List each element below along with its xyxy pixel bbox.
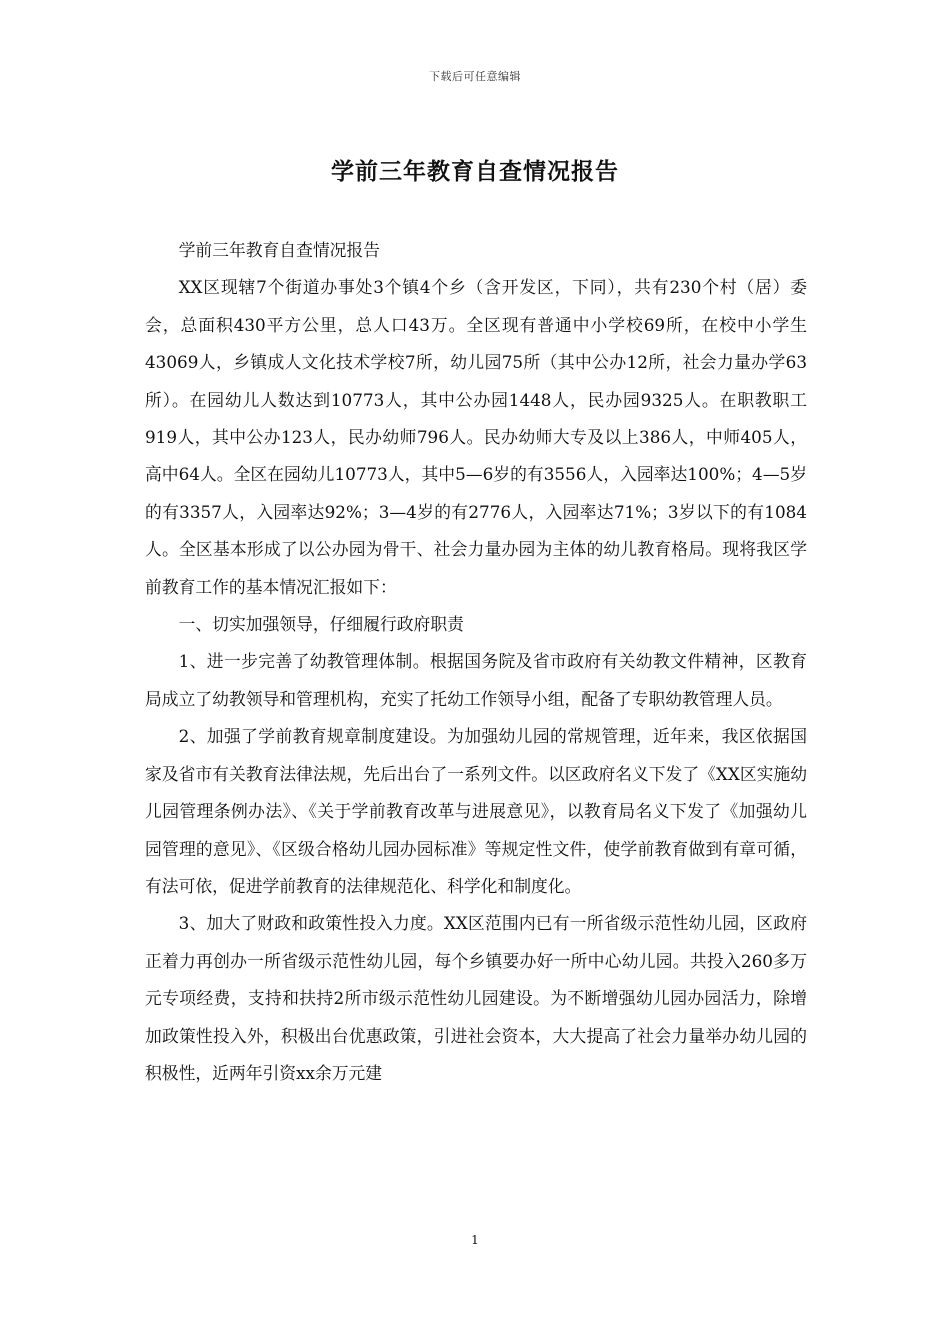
section-heading-1: 一、切实加强领导，仔细履行政府职责 [178, 614, 464, 635]
paragraph-subtitle: 学前三年教育自查情况报告 [178, 240, 380, 260]
page-number: 1 [471, 1233, 479, 1247]
paragraph-item-3: 3、加大了财政和政策性投入力度。XX区范围内已有一所省级示范性幼儿园，区政府正着力再创办一所省级示范性幼儿园，每个乡镇要办好一所中心幼儿园。共投入260多万元专项经费，支持和扶持2所市级示范性幼儿园建设。为不断增强幼儿园办园活力，除增加政策性投入外，积极出台优惠政策，引进社会资本，大大提高了社会力量举办幼儿园的积极性，近两年引资xx余万元建 [145, 913, 807, 1083]
paragraph-item-2: 2、加强了学前教育规章制度建设。为加强幼儿园的常规管理，近年来，我区依据国家及省市有关教育法律法规，先后出台了一系列文件。以区政府名义下发了《XX区实施幼儿园管理条例办法》、《关于学前教育改革与进展意见》，以教育局名义下发了《加强幼儿园管理的意见》、《区级合格幼儿园办园标准》等规定性文件，使学前教育做到有章可循，有法可依，促进学前教育的法律规范化、科学化和制度化。 [145, 726, 807, 896]
document-body [145, 232, 807, 1092]
page-header-note: 下载后可任意编辑 [429, 70, 521, 83]
paragraph-overview: XX区现辖7个街道办事处3个镇4个乡（含开发区，下同），共有230个村（居）委会，总面积430平方公里，总人口43万。全区现有普通中小学校69所，在校中小学生43069人，乡镇成人文化技术学校7所，幼儿园75所（其中公办12所，社会力量办学63所）。在园幼儿人数达到10773人，其中公办园1448人，民办园9325人。在职教职工919人，其中公办123人，民办幼师796人。民办幼师大专及以上386人，中师405人，高中64人。全区在园幼儿10773人，其中5—6岁的有3556人，入园率达100%；4—5岁的有3357人，入园率达92%；3—4岁的有2776人，入园率达71%；3岁以下的有1084人。全区基本形成了以公办园为骨干、社会力量办园为主体的幼儿教育格局。现将我区学前教育工作的基本情况汇报如下： [145, 277, 807, 597]
paragraph-item-1: 1、进一步完善了幼教管理体制。根据国务院及省市政府有关幼教文件精神，区教育局成立了幼教领导和管理机构，充实了托幼工作领导小组，配备了专职幼教管理人员。 [145, 651, 807, 709]
document-title: 学前三年教育自查情况报告 [331, 158, 619, 185]
